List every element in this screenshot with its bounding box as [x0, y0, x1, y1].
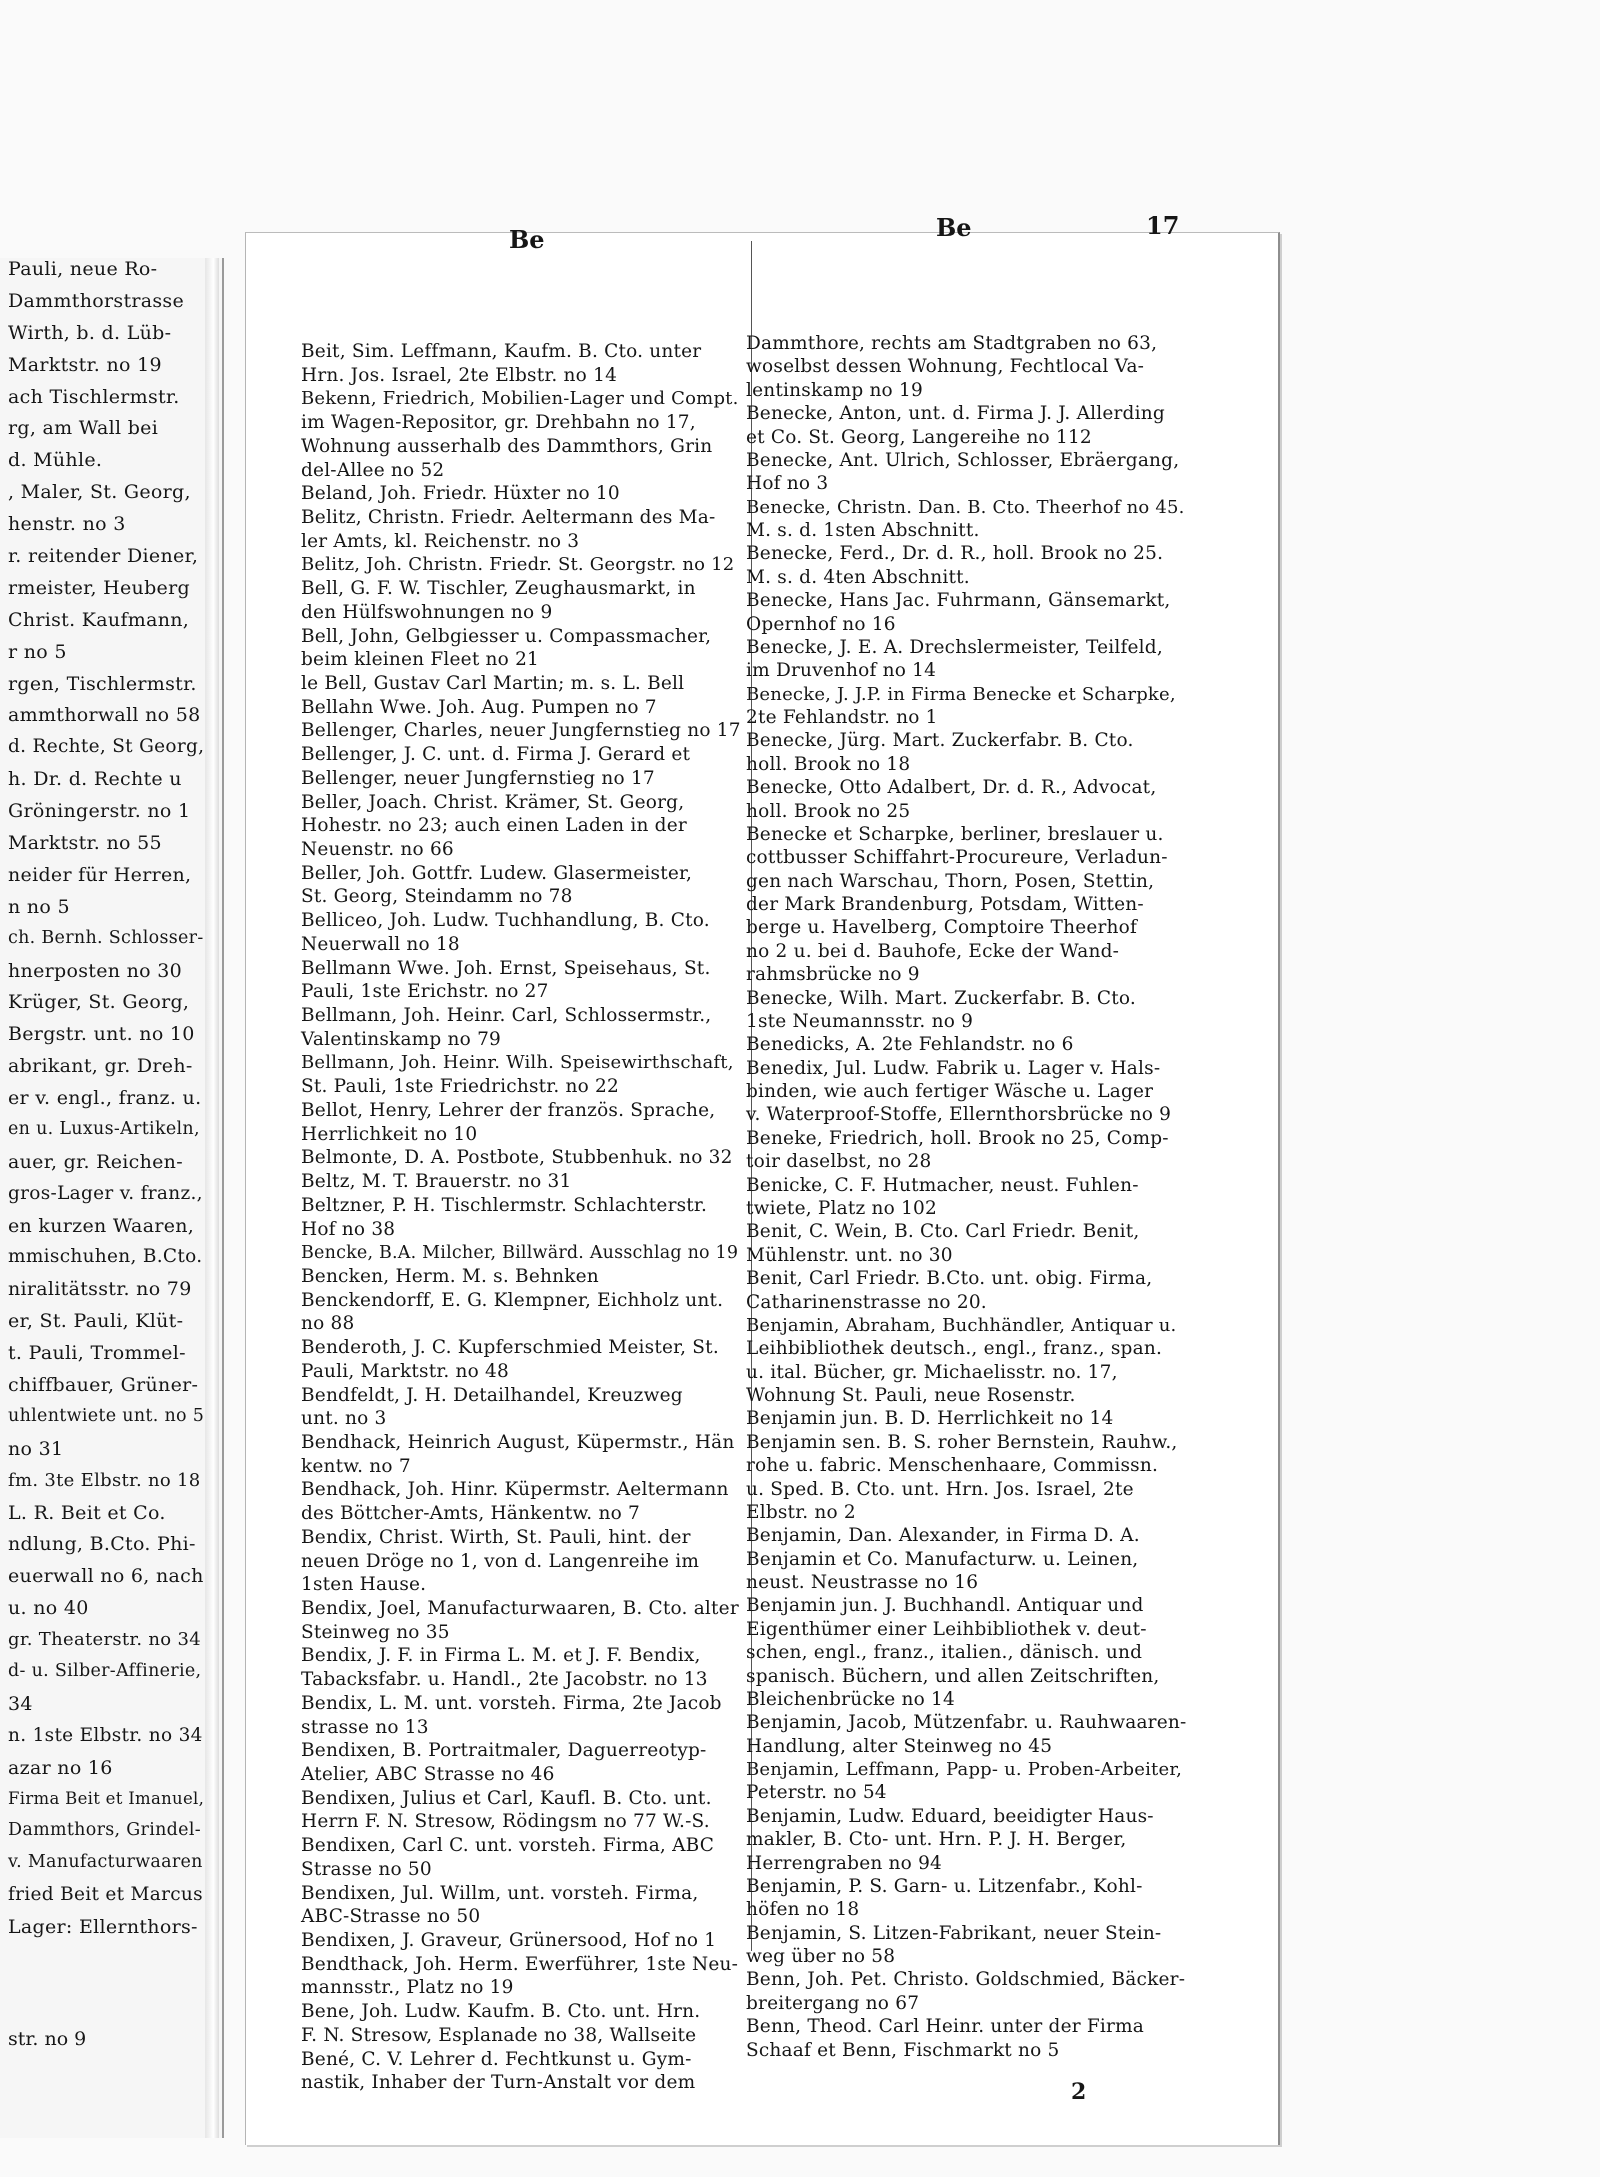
entry-line-right-column: Benecke, Hans Jac. Fuhrmann, Gänsemarkt,	[746, 590, 1171, 612]
entry-line-left-column: Neuenstr. no 66	[301, 839, 454, 861]
entry-line-left-column: Benderoth, J. C. Kupferschmied Meister, St.	[301, 1337, 719, 1359]
left-fragment-line: rgen, Tischlermstr.	[8, 672, 197, 695]
entry-line-right-column: Hof no 3	[746, 473, 829, 495]
entry-line-left-column: Bendix, L. M. unt. vorsteh. Firma, 2te Jacob	[301, 1692, 722, 1714]
entry-line-left-column: ABC-Strasse no 50	[301, 1906, 481, 1928]
left-fragment-line: ammthorwall no 58	[8, 704, 201, 727]
entry-line-right-column: Benecke, J. J.P. in Firma Benecke et Scharpke,	[746, 683, 1176, 705]
entry-line-right-column: Benjamin, Ludw. Eduard, beeidigter Haus-	[746, 1805, 1154, 1827]
left-fragment-line: rg, am Wall bei	[8, 417, 159, 440]
entry-line-right-column: no 2 u. bei d. Bauhofe, Ecke der Wand-	[746, 940, 1120, 962]
entry-line-right-column: Benedicks, A. 2te Fehlandstr. no 6	[746, 1034, 1074, 1056]
entry-line-right-column: holl. Brook no 18	[746, 753, 911, 775]
entry-line-right-column: 1ste Neumannsstr. no 9	[746, 1010, 974, 1032]
entry-line-left-column: neuen Dröge no 1, von d. Langenreihe im	[301, 1550, 700, 1572]
left-fragment-line: Bergstr. unt. no 10	[8, 1023, 195, 1046]
entry-line-left-column: Steinweg no 35	[301, 1621, 450, 1643]
entry-line-right-column: Benn, Theod. Carl Heinr. unter der Firma	[746, 2016, 1145, 2038]
left-fragment-line: ndlung, B.Cto. Phi-	[8, 1533, 196, 1556]
left-page-fragment	[0, 258, 224, 2138]
left-fragment-line: h. Dr. d. Rechte u	[8, 768, 182, 791]
entry-line-right-column: Benjamin, P. S. Garn- u. Litzenfabr., Kohl-	[746, 1875, 1143, 1897]
entry-line-right-column: Benit, C. Wein, B. Cto. Carl Friedr. Benit,	[746, 1221, 1140, 1243]
entry-line-right-column: Handlung, alter Steinweg no 45	[746, 1735, 1053, 1757]
left-fragment-line: gros-Lager v. franz.,	[8, 1182, 203, 1204]
left-fragment-line: n no 5	[8, 895, 70, 918]
entry-line-right-column: Catharinenstrasse no 20.	[746, 1291, 987, 1313]
left-fragment-line: chiffbauer, Grüner-	[8, 1374, 199, 1397]
left-fragment-line: n. 1ste Elbstr. no 34	[8, 1724, 203, 1746]
left-fragment-line: neider für Herren,	[8, 863, 192, 886]
left-fragment-line: abrikant, gr. Dreh-	[8, 1055, 193, 1078]
left-fragment-line: r no 5	[8, 640, 67, 663]
entry-line-left-column: Bendixen, Jul. Willm, unt. vorsteh. Firma,	[301, 1882, 699, 1904]
left-fragment-line: Dammthorstrasse	[8, 289, 185, 312]
left-fragment-line: er v. engl., franz. u.	[8, 1087, 202, 1110]
entry-line-left-column: Belliceo, Joh. Ludw. Tuchhandlung, B. Cto.	[301, 910, 710, 932]
left-fragment-line: t. Pauli, Trommel-	[8, 1342, 186, 1365]
entry-line-left-column: Bene, Joh. Ludw. Kaufm. B. Cto. unt. Hrn.	[301, 2001, 701, 2023]
left-fragment-line: ach Tischlermstr.	[8, 385, 180, 408]
entry-line-right-column: M. s. d. 4ten Abschnitt.	[746, 566, 970, 588]
left-fragment-line: d. Mühle.	[8, 449, 103, 472]
left-fragment-line: uhlentwiete unt. no 5	[8, 1405, 205, 1426]
entry-line-right-column: spanisch. Büchern, und allen Zeitschriften,	[746, 1665, 1160, 1687]
entry-line-right-column: Benecke, Wilh. Mart. Zuckerfabr. B. Cto.	[746, 987, 1136, 1009]
entry-line-left-column: Pauli, 1ste Erichstr. no 27	[301, 981, 549, 1003]
entry-line-right-column: u. Sped. B. Cto. unt. Hrn. Jos. Israel, 2te	[746, 1478, 1134, 1500]
entry-line-right-column: Benjamin, Abraham, Buchhändler, Antiquar u.	[746, 1314, 1177, 1336]
entry-line-left-column: ler Amts, kl. Reichenstr. no 3	[301, 530, 580, 552]
entry-line-right-column: Mühlenstr. unt. no 30	[746, 1244, 953, 1266]
entry-line-left-column: Bendixen, Carl C. unt. vorsteh. Firma, ABC	[301, 1835, 715, 1857]
entry-line-right-column: Benjamin sen. B. S. roher Bernstein, Rauhw.,	[746, 1431, 1178, 1453]
entry-line-right-column: Benecke, Anton, unt. d. Firma J. J. Allerding	[746, 403, 1165, 425]
entry-line-left-column: Bendfeldt, J. H. Detailhandel, Kreuzweg	[301, 1384, 683, 1406]
entry-line-left-column: Herrlichkeit no 10	[301, 1123, 478, 1145]
entry-line-left-column: des Böttcher-Amts, Hänkentw. no 7	[301, 1503, 640, 1525]
entry-line-right-column: cottbusser Schiffahrt-Procureure, Verladun-	[746, 847, 1168, 869]
left-fragment-line: euerwall no 6, nach	[8, 1565, 204, 1588]
entry-line-left-column: Herrn F. N. Stresow, Rödingsm no 77 W.-S.	[301, 1811, 710, 1833]
entry-line-right-column: lentinskamp no 19	[746, 379, 923, 401]
entry-line-right-column: Benecke, Ferd., Dr. d. R., holl. Brook no 25.	[746, 543, 1164, 565]
entry-line-right-column: Dammthore, rechts am Stadtgraben no 63,	[746, 333, 1158, 354]
left-fragment-line: d. Rechte, St Georg,	[8, 736, 205, 758]
entry-line-right-column: der Mark Brandenburg, Potsdam, Witten-	[746, 894, 1144, 916]
entry-line-right-column: Beneke, Friedrich, holl. Brook no 25, Comp-	[746, 1127, 1169, 1149]
entry-line-right-column: Schaaf et Benn, Fischmarkt no 5	[746, 2039, 1060, 2061]
page-gutter	[205, 258, 219, 2138]
entry-line-right-column: twiete, Platz no 102	[746, 1198, 937, 1219]
entry-line-left-column: Hohestr. no 23; auch einen Laden in der	[301, 815, 687, 837]
entry-line-right-column: u. ital. Bücher, gr. Michaelisstr. no. 17,	[746, 1361, 1118, 1383]
left-fragment-line: Krüger, St. Georg,	[8, 991, 190, 1014]
entry-line-left-column: Strasse no 50	[301, 1858, 432, 1880]
left-fragment-line: en kurzen Waaren,	[8, 1214, 195, 1237]
entry-line-left-column: le Bell, Gustav Carl Martin; m. s. L. Bell	[301, 673, 685, 695]
left-fragment-line: rmeister, Heuberg	[8, 576, 190, 599]
entry-line-right-column: Bleichenbrücke no 14	[746, 1688, 955, 1710]
entry-line-left-column: Bellenger, neuer Jungfernstieg no 17	[301, 767, 655, 789]
entry-line-left-column: Bellmann, Joh. Heinr. Wilh. Speisewirthschaft,	[301, 1052, 734, 1074]
entry-line-left-column: Bell, G. F. W. Tischler, Zeughausmarkt, in	[301, 578, 696, 600]
entry-line-right-column: Benecke, Ant. Ulrich, Schlosser, Ebräergang,	[746, 449, 1180, 471]
left-fragment-line: Dammthors, Grindel-	[8, 1820, 201, 1841]
entry-line-right-column: binden, wie auch fertiger Wäsche u. Lager	[746, 1081, 1154, 1103]
entry-line-left-column: Bendix, Christ. Wirth, St. Pauli, hint. der	[301, 1526, 691, 1548]
entry-line-right-column: 2te Fehlandstr. no 1	[746, 707, 938, 729]
entry-line-left-column: Bendixen, Julius et Carl, Kaufl. B. Cto. unt.	[301, 1787, 712, 1809]
entry-line-right-column: et Co. St. Georg, Langereihe no 112	[746, 426, 1092, 448]
entry-line-left-column: Hrn. Jos. Israel, 2te Elbstr. no 14	[301, 364, 618, 386]
entry-line-right-column: Opernhof no 16	[746, 613, 896, 635]
entry-line-left-column: Bellenger, Charles, neuer Jungfernstieg no 17	[301, 720, 741, 742]
entry-line-left-column: Benckendorff, E. G. Klempner, Eichholz unt.	[301, 1289, 724, 1311]
entry-line-right-column: neust. Neustrasse no 16	[746, 1572, 979, 1594]
left-fragment-line: 34	[8, 1692, 33, 1715]
entry-line-right-column: Benicke, C. F. Hutmacher, neust. Fuhlen-	[746, 1174, 1139, 1196]
entry-line-right-column: rahmsbrücke no 9	[746, 964, 920, 986]
entry-line-left-column: Bellmann Wwe. Joh. Ernst, Speisehaus, St.	[301, 957, 711, 979]
entry-line-right-column: Peterstr. no 54	[746, 1782, 887, 1804]
entry-line-right-column: Elbstr. no 2	[746, 1501, 856, 1523]
entry-line-left-column: Beland, Joh. Friedr. Hüxter no 10	[301, 483, 620, 505]
entry-line-left-column: Bendhack, Heinrich August, Küpermstr., Hän	[301, 1431, 735, 1453]
entry-line-left-column: Neuerwall no 18	[301, 933, 460, 955]
left-fragment-bottom-line: str. no 9	[8, 2028, 87, 2050]
left-fragment-line: Firma Beit et Imanuel,	[8, 1788, 205, 1808]
entry-line-left-column: im Wagen-Repositor, gr. Drehbahn no 17,	[301, 412, 696, 434]
left-fragment-line: r. reitender Diener,	[8, 544, 199, 567]
entry-line-right-column: breitergang no 67	[746, 1992, 920, 2014]
left-fragment-line: azar no 16	[8, 1756, 113, 1779]
left-fragment-line: L. R. Beit et Co.	[8, 1501, 166, 1524]
entry-line-right-column: Benjamin, Leffmann, Papp- u. Proben-Arbeiter,	[746, 1759, 1183, 1781]
entry-line-left-column: mannsstr., Platz no 19	[301, 1977, 514, 1999]
entry-line-left-column: Bencken, Herm. M. s. Behnken	[301, 1265, 599, 1287]
entry-line-left-column: Bendixen, J. Graveur, Grünersood, Hof no 1	[301, 1929, 717, 1951]
entry-line-left-column: Beller, Joach. Christ. Krämer, St. Georg,	[301, 791, 685, 813]
entry-line-left-column: Belitz, Christn. Friedr. Aeltermann des Ma-	[301, 507, 716, 528]
entry-line-right-column: Benjamin, Dan. Alexander, in Firma D. A.	[746, 1525, 1140, 1547]
entry-line-right-column: Benecke, Jürg. Mart. Zuckerfabr. B. Cto.	[746, 730, 1134, 752]
entry-line-right-column: weg über no 58	[746, 1946, 896, 1968]
entry-line-left-column: Bencke, B.A. Milcher, Billwärd. Ausschlag no 19	[301, 1243, 739, 1264]
left-fragment-line: Wirth, b. d. Lüb-	[8, 321, 172, 344]
entry-line-left-column: Bellmann, Joh. Heinr. Carl, Schlossermstr.,	[301, 1005, 712, 1027]
entry-line-left-column: Bendix, Joel, Manufacturwaaren, B. Cto. alter	[301, 1597, 739, 1619]
entry-line-left-column: Tabacksfabr. u. Handl., 2te Jacobstr. no 13	[301, 1669, 708, 1691]
entry-line-left-column: no 88	[301, 1313, 355, 1335]
entry-line-left-column: Pauli, Marktstr. no 48	[301, 1360, 509, 1382]
entry-line-right-column: Leihbibliothek deutsch., engl., franz., span.	[746, 1338, 1163, 1360]
entry-line-right-column: im Druvenhof no 14	[746, 660, 937, 682]
entry-line-left-column: Belmonte, D. A. Postbote, Stubbenhuk. no 32	[301, 1147, 733, 1169]
left-fragment-line: Gröningerstr. no 1	[8, 800, 191, 823]
left-fragment-line: Pauli, neue Ro-	[8, 258, 158, 280]
entry-line-left-column: Bendhack, Joh. Hinr. Küpermstr. Aeltermann	[301, 1479, 729, 1501]
entry-line-left-column: unt. no 3	[301, 1408, 387, 1430]
directory-page	[245, 211, 1280, 2145]
signature-mark: 2	[1071, 2079, 1087, 2105]
entry-line-left-column: Beltz, M. T. Brauerstr. no 31	[301, 1171, 572, 1193]
left-fragment-line: no 31	[8, 1437, 64, 1460]
entry-line-right-column: Herrengraben no 94	[746, 1852, 943, 1874]
entry-line-right-column: Benecke, J. E. A. Drechslermeister, Teilfeld,	[746, 636, 1163, 658]
entry-line-right-column: M. s. d. 1sten Abschnitt.	[746, 520, 980, 542]
entry-line-right-column: Benn, Joh. Pet. Christo. Goldschmied, Bäcker-	[746, 1969, 1186, 1991]
entry-line-right-column: schen, engl., franz., italien., dänisch. und	[746, 1642, 1143, 1664]
running-header-left: Be	[509, 225, 545, 254]
entry-line-left-column: strasse no 13	[301, 1716, 429, 1738]
entry-line-right-column: Wohnung St. Pauli, neue Rosenstr.	[746, 1385, 1076, 1407]
entry-line-right-column: Eigenthümer einer Leihbibliothek v. deut-	[746, 1618, 1147, 1640]
left-fragment-line: ch. Bernh. Schlosser-	[8, 927, 204, 948]
left-fragment-line: auer, gr. Reichen-	[8, 1150, 183, 1173]
running-header-right: Be	[936, 213, 972, 242]
left-fragment-line: er, St. Pauli, Klüt-	[8, 1310, 184, 1333]
entry-line-left-column: Bendixen, B. Portraitmaler, Daguerreotyp-	[301, 1740, 707, 1762]
left-fragment-line: fried Beit et Marcus	[8, 1884, 203, 1906]
entry-line-left-column: Bell, John, Gelbgiesser u. Compassmacher,	[301, 625, 712, 647]
entry-line-left-column: Bellenger, J. C. unt. d. Firma J. Gerard et	[301, 744, 691, 766]
entry-line-left-column: Belitz, Joh. Christn. Friedr. St. Georgstr. no 12	[301, 554, 735, 576]
left-fragment-line: v. Manufacturwaaren	[8, 1852, 203, 1873]
left-fragment-line: mmischuhen, B.Cto.	[8, 1246, 203, 1268]
left-fragment-line: en u. Luxus-Artikeln,	[8, 1118, 200, 1139]
entry-line-left-column: Valentinskamp no 79	[301, 1028, 502, 1050]
entry-line-left-column: Bendix, J. F. in Firma L. M. et J. F. Bendix,	[301, 1645, 701, 1667]
left-fragment-line: Lager: Ellernthors-	[8, 1916, 198, 1939]
entry-line-left-column: Bendthack, Joh. Herm. Ewerführer, 1ste Neu-	[301, 1953, 739, 1975]
entry-line-left-column: Atelier, ABC Strasse no 46	[301, 1763, 555, 1785]
entry-line-right-column: Benecke et Scharpke, berliner, breslauer u.	[746, 823, 1164, 845]
entry-line-right-column: Benedix, Jul. Ludw. Fabrik u. Lager v. Hals-	[746, 1057, 1161, 1079]
left-fragment-line: Marktstr. no 19	[8, 353, 162, 376]
entry-line-right-column: woselbst dessen Wohnung, Fechtlocal Va-	[746, 356, 1145, 378]
left-fragment-line: niralitätsstr. no 79	[8, 1278, 192, 1301]
entry-line-left-column: Beltzner, P. H. Tischlermstr. Schlachterstr.	[301, 1194, 708, 1216]
left-fragment-line: hnerposten no 30	[8, 959, 182, 982]
entry-line-left-column: Beit, Sim. Leffmann, Kaufm. B. Cto. unter	[301, 341, 702, 362]
entry-line-right-column: Benjamin, S. Litzen-Fabrikant, neuer Stein-	[746, 1922, 1162, 1944]
entry-line-right-column: toir daselbst, no 28	[746, 1151, 932, 1173]
left-fragment-line: gr. Theaterstr. no 34	[8, 1629, 201, 1651]
entry-line-left-column: kentw. no 7	[301, 1455, 411, 1477]
entry-line-right-column: Benjamin jun. J. Buchhandl. Antiquar und	[746, 1595, 1144, 1617]
entry-line-right-column: Benecke, Christn. Dan. B. Cto. Theerhof no 45.	[746, 496, 1185, 518]
entry-line-left-column: F. N. Stresow, Esplanade no 38, Wallseite	[301, 2024, 697, 2046]
entry-line-left-column: den Hülfswohnungen no 9	[301, 601, 553, 623]
entry-line-left-column: Beller, Joh. Gottfr. Ludew. Glasermeister,	[301, 862, 693, 884]
entry-line-left-column: St. Pauli, 1ste Friedrichstr. no 22	[301, 1076, 619, 1098]
entry-line-right-column: berge u. Havelberg, Comptoire Theerhof	[746, 917, 1138, 939]
entry-line-right-column: höfen no 18	[746, 1899, 860, 1921]
entry-line-left-column: Bellot, Henry, Lehrer der französ. Sprache,	[301, 1099, 716, 1121]
left-fragment-line: fm. 3te Elbstr. no 18	[8, 1469, 201, 1491]
entry-line-right-column: Benjamin jun. B. D. Herrlichkeit no 14	[746, 1408, 1114, 1430]
page-number: 17	[1146, 211, 1180, 240]
entry-line-left-column: Hof no 38	[301, 1218, 396, 1240]
left-fragment-line: u. no 40	[8, 1597, 89, 1620]
entry-line-right-column: Benjamin, Jacob, Mützenfabr. u. Rauhwaaren-	[746, 1712, 1187, 1734]
entry-line-right-column: makler, B. Cto- unt. Hrn. P. J. H. Berger,	[746, 1829, 1127, 1851]
entry-line-right-column: Benjamin et Co. Manufacturw. u. Leinen,	[746, 1548, 1139, 1570]
entry-line-right-column: rohe u. fabric. Menschenhaare, Commissn.	[746, 1455, 1159, 1477]
entry-line-left-column: beim kleinen Fleet no 21	[301, 649, 540, 671]
entry-line-left-column: Bené, C. V. Lehrer d. Fechtkunst u. Gym-	[301, 2048, 692, 2070]
entry-line-left-column: Wohnung ausserhalb des Dammthors, Grin	[301, 435, 713, 457]
entry-line-right-column: Benit, Carl Friedr. B.Cto. unt. obig. Firma,	[746, 1268, 1153, 1290]
entry-line-left-column: nastik, Inhaber der Turn-Anstalt vor dem	[301, 2072, 696, 2094]
entry-line-right-column: gen nach Warschau, Thorn, Posen, Stettin,	[746, 870, 1155, 892]
entry-line-right-column: Benecke, Otto Adalbert, Dr. d. R., Advocat,	[746, 777, 1157, 799]
entry-line-left-column: St. Georg, Steindamm no 78	[301, 886, 573, 908]
left-fragment-line: Christ. Kaufmann,	[8, 608, 190, 631]
entry-line-left-column: Bekenn, Friedrich, Mobilien-Lager und Compt.	[301, 388, 739, 410]
left-fragment-line: , Maler, St. Georg,	[8, 481, 191, 504]
entry-line-left-column: 1sten Hause.	[301, 1574, 427, 1596]
left-fragment-line: henstr. no 3	[8, 513, 126, 536]
left-fragment-line: d- u. Silber-Affinerie,	[8, 1661, 202, 1682]
entry-line-right-column: v. Waterproof-Stoffe, Ellernthorsbrücke no 9	[746, 1104, 1172, 1126]
entry-line-left-column: del-Allee no 52	[301, 459, 445, 481]
left-fragment-line: Marktstr. no 55	[8, 831, 162, 854]
entry-line-left-column: Bellahn Wwe. Joh. Aug. Pumpen no 7	[301, 696, 657, 718]
entry-line-right-column: holl. Brook no 25	[746, 800, 911, 822]
